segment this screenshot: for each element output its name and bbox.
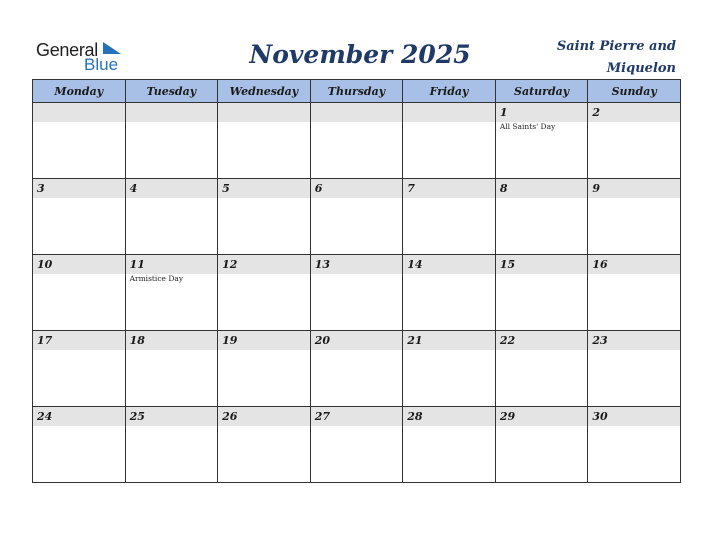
day-number: 3	[33, 179, 125, 198]
weekday-header-row	[33, 80, 681, 103]
day-number: 18	[126, 331, 218, 350]
week-row	[33, 179, 681, 255]
day-cell	[403, 179, 496, 255]
day-cell	[33, 255, 126, 331]
day-cell	[125, 179, 218, 255]
logo-triangle-icon	[101, 42, 123, 56]
day-cell	[125, 103, 218, 179]
region-line-2: Miquelon	[606, 61, 676, 76]
day-cell	[310, 103, 403, 179]
day-number: 19	[218, 331, 310, 350]
day-number: 26	[218, 407, 310, 426]
week-row	[33, 331, 681, 407]
weekday-sunday: Sunday	[588, 80, 681, 103]
day-number: 16	[588, 255, 680, 274]
region-name	[516, 36, 676, 80]
day-cell	[125, 255, 218, 331]
day-number: 7	[403, 179, 495, 198]
day-cell	[33, 331, 126, 407]
day-number: 10	[33, 255, 125, 274]
logo-text-blue: Blue	[84, 55, 119, 74]
day-number: 2	[588, 103, 680, 122]
day-cell	[218, 179, 311, 255]
day-cell	[310, 179, 403, 255]
holiday-label: Armistice Day	[126, 274, 218, 284]
week-row	[33, 103, 681, 179]
day-cell	[218, 331, 311, 407]
day-number: 29	[496, 407, 588, 426]
day-number: 13	[311, 255, 403, 274]
day-cell	[310, 331, 403, 407]
day-number	[403, 103, 495, 122]
day-cell	[310, 407, 403, 483]
day-cell	[495, 407, 588, 483]
day-cell	[588, 255, 681, 331]
logo-text-general: General	[36, 40, 98, 60]
calendar-title: November 2025	[249, 40, 471, 69]
weekday-saturday: Saturday	[495, 80, 588, 103]
day-number: 28	[403, 407, 495, 426]
day-number: 24	[33, 407, 125, 426]
generalblue-logo	[36, 40, 132, 74]
day-number: 22	[496, 331, 588, 350]
day-cell	[588, 331, 681, 407]
weekday-tuesday: Tuesday	[125, 80, 218, 103]
day-number	[218, 103, 310, 122]
day-cell	[588, 179, 681, 255]
day-number: 15	[496, 255, 588, 274]
day-number: 14	[403, 255, 495, 274]
day-number: 25	[126, 407, 218, 426]
day-cell	[218, 103, 311, 179]
day-number: 12	[218, 255, 310, 274]
day-number	[311, 103, 403, 122]
day-cell	[495, 331, 588, 407]
day-cell	[588, 103, 681, 179]
week-row	[33, 255, 681, 331]
day-cell	[218, 407, 311, 483]
day-cell	[403, 331, 496, 407]
day-cell	[310, 255, 403, 331]
day-number: 9	[588, 179, 680, 198]
calendar-grid	[32, 79, 681, 483]
week-row	[33, 407, 681, 483]
weekday-monday: Monday	[33, 80, 126, 103]
day-cell	[125, 407, 218, 483]
day-cell	[33, 407, 126, 483]
weekday-thursday: Thursday	[310, 80, 403, 103]
day-cell	[403, 103, 496, 179]
weekday-wednesday: Wednesday	[218, 80, 311, 103]
day-cell	[495, 103, 588, 179]
day-cell	[495, 255, 588, 331]
day-cell	[495, 179, 588, 255]
day-cell	[218, 255, 311, 331]
day-number: 17	[33, 331, 125, 350]
day-cell	[33, 103, 126, 179]
calendar-body	[33, 103, 681, 483]
day-number: 30	[588, 407, 680, 426]
holiday-label: All Saints' Day	[496, 122, 588, 132]
day-number: 20	[311, 331, 403, 350]
day-cell	[403, 407, 496, 483]
day-number: 21	[403, 331, 495, 350]
day-number	[126, 103, 218, 122]
day-number: 4	[126, 179, 218, 198]
day-number: 5	[218, 179, 310, 198]
day-cell	[125, 331, 218, 407]
day-number: 11	[126, 255, 218, 274]
day-cell	[588, 407, 681, 483]
day-number: 8	[496, 179, 588, 198]
day-number: 23	[588, 331, 680, 350]
day-number	[33, 103, 125, 122]
day-cell	[33, 179, 126, 255]
weekday-friday: Friday	[403, 80, 496, 103]
day-number: 1	[496, 103, 588, 122]
day-number: 27	[311, 407, 403, 426]
region-line-1: Saint Pierre and	[556, 39, 676, 54]
day-number: 6	[311, 179, 403, 198]
day-cell	[403, 255, 496, 331]
